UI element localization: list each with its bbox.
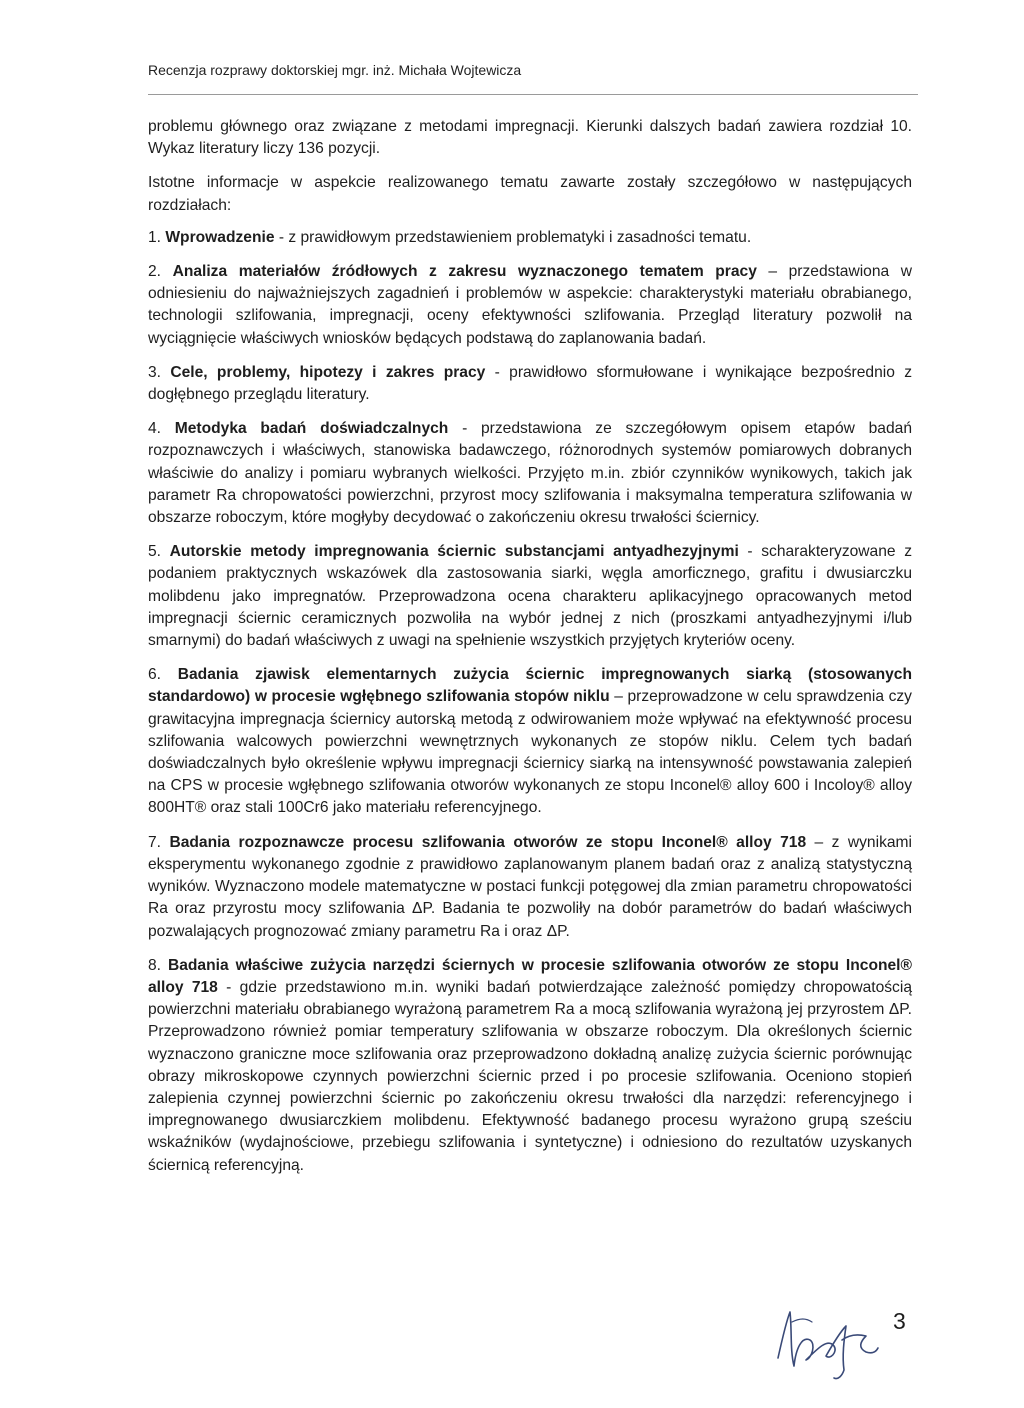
document-body [148,116,912,1189]
section-text: - przedstawiona ze szczegółowym opisem etapów badań rozpoznawczych i właściwych, stanowiska badawczego, różnorodnych systemów pomiarowych dobranych właściwie do analizy i pomiaru wybranych wielkości. Przyjęto m.in. zbiór czynników wynikowych, takich jak parametr Ra chropowatości powierzchni, przyrost mocy szlifowania i maksymalna temperatura szlifowania w obszarze roboczym, które mogłyby decydować o zakończeniu okresu trwałości ściernicy. [148,420,912,527]
section-text: – z wynikami eksperymentu wykonanego zgodnie z prawidłowo zaplanowanym planem badań oraz z analizą statystyczną wyników. Wyznaczono modele matematyczne w postaci funkcji potęgowej dla zmian parametru chropowatości Ra oraz przyrostu mocy szlifowania ΔP. Badania te pozwoliły na dobór parametrów do badań właściwych pozwalających prognozować zmiany parametru Ra i oraz ΔP. [148,833,912,940]
page-number: 3 [893,1308,906,1334]
section-text: - gdzie przedstawiono m.in. wyniki badań potwierdzające zależność pomiędzy chropowatością powierzchni materiału obrabianego wyrażoną parametrem Ra a mocą szlifowania wyrażoną jej przyrostem ΔP. Przeprowadzono również pomiar temperatury szlifowania w obszarze roboczym. Dla określonych ściernic wyznaczono graniczne moce szlifowania oraz przeprowadzono dokładną analizę zużycia ściernic porównując obrazy mikroskopowe czynnych powierzchni ściernic przed i po procesie szlifowania. Oceniono stopień zalepienia czynnej powierzchni ściernic po zakończeniu okresu trwałości dla narzędzi: referencyjnego i impregnowanego dwusiarczkiem molibdenu. Efektywność badanego procesu wyrażono grupą sześciu wskaźników (wydajnościowe, przebiegu szlifowania i syntetyczne) i odniesiono do rezultatów uzyskanych ściernicą referencyjną. [148,978,912,1174]
section-text: – przedstawiona w odniesieniu do najważniejszych zagadnień i problemów w aspekcie: charakterystyki materiału obrabianego, technologii szlifowania, impregnacji, oceny efektywności szlifowania. Przegląd literatury pozwolił na wyciągnięcie właściwych wniosków będących podstawą do zaplanowania badań. [148,263,912,347]
section-6 [148,664,912,819]
section-heading: Badania rozpoznawcze procesu szlifowania otworów ze stopu Inconel® alloy 718 [169,833,807,851]
section-number: 2. [148,263,173,281]
section-text: - z prawidłowym przedstawieniem problematyki i zasadności tematu. [274,228,752,246]
section-1 [148,227,912,249]
intro-paragraph: problemu głównego oraz związane z metodami impregnacji. Kierunki dalszych badań zawiera rozdział 10. Wykaz literatury liczy 136 pozycji. [148,118,912,158]
section-text: - scharakteryzowane z podaniem praktycznych wskazówek dla zastosowania siarki, węgla amorficznego, grafitu i dwusiarczku molibdenu jako impregnatów. Przeprowadzona ocena charakteru aplikacyjnego opracowanych metod impregnacji ściernic ceramicznych pozwoliła na wybór jednej z nich (proszkami antyadhezyjnymi i/lub smarnymi) do badań właściwych z uwagi na spełnienie wszystkich przyjętych kryteriów oceny. [148,543,912,650]
section-2 [148,261,912,350]
header-rule [148,94,918,95]
section-5 [148,541,912,652]
section-number: 6. [148,666,178,684]
section-3 [148,362,912,406]
section-text: – przeprowadzone w celu sprawdzenia czy grawitacyjna impregnacja ściernicy autorską metodą z odwirowaniem może wpływać na efektywność procesu szlifowania walcowych powierzchni wewnętrznych wykonanych ze stopów niklu. Celem tych badań doświadczalnych było określenie wpływu impregnacji ściernicy siarką na intensywność powstawania zalepień na CPS w procesie wgłębnego szlifowania otworów wykonanych ze stopu Inconel® alloy 600 i Incoloy® alloy 800HT® oraz stali 100Cr6 jako materiału referencyjnego. [148,688,912,817]
section-number: 3. [148,363,171,381]
section-heading: Wprowadzenie [165,228,275,246]
section-8 [148,955,912,1177]
section-heading: Badania właściwe zużycia narzędzi ściernych w procesie szlifowania otworów ze stopu Inconel® alloy 718 [148,956,912,996]
intro-paragraph: Istotne informacje w aspekcie realizowanego tematu zawarte zostały szczegółowo w następujących rozdziałach: [148,174,912,214]
section-number: 7. [148,833,170,851]
handwritten-signature [772,1300,880,1384]
section-heading: Autorskie metody impregnowania ściernic substancjami antyadhezyjnymi [169,543,739,561]
section-number: 5. [148,543,170,561]
section-number: 1. [148,228,166,246]
section-number: 4. [148,420,175,438]
section-text: - prawidłowo sformułowane i wynikające bezpośrednio z dogłębnego przeglądu literatury. [148,363,912,404]
section-4 [148,418,912,529]
section-heading: Badania zjawisk elementarnych zużycia ściernic impregnowanych siarką (stosowanych standardowo) w procesie wgłębnego szlifowania stopów niklu [148,666,912,706]
section-number: 8. [148,956,168,974]
section-7 [148,832,912,943]
section-heading: Cele, problemy, hipotezy i zakres pracy [170,363,486,381]
section-heading: Analiza materiałów źródłowych z zakresu wyznaczonego tematem pracy [172,263,757,281]
section-heading: Metodyka badań doświadczalnych [174,420,449,438]
running-header: Recenzja rozprawy doktorskiej mgr. inż. Michała Wojtewicza [148,62,522,78]
